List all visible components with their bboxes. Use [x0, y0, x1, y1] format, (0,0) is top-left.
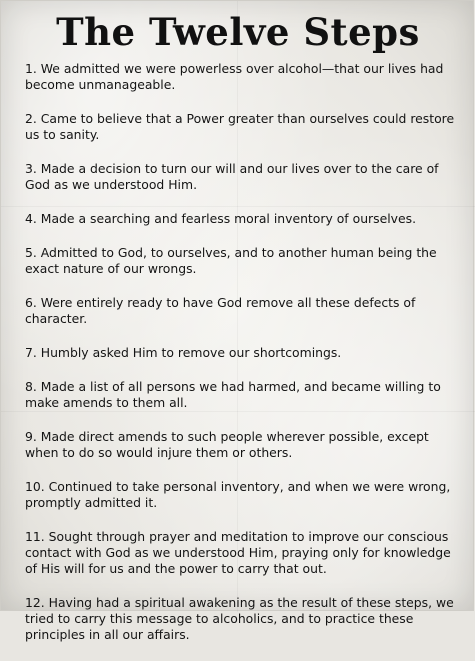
- page-title: The Twelve Steps: [56, 10, 420, 54]
- step-6: 6. Were entirely ready to have God remove all these defects of character.: [25, 295, 416, 326]
- step-2: 2. Came to believe that a Power greater than ourselves could restore us to sanity.: [25, 111, 455, 142]
- step-12: 12. Having had a spiritual awakening as the result of these steps, we tried to carry this message to alcoholics, and to practice these principles in all our affairs.: [25, 595, 454, 642]
- step-9: 9. Made direct amends to such people wherever possible, except when to do so would injure them or others.: [25, 429, 429, 460]
- step-11: 11. Sought through prayer and meditation to improve our conscious contact with God as we understood Him, praying only for knowledge of His will for us and the power to carry that out.: [25, 529, 451, 576]
- step-5: 5. Admitted to God, to ourselves, and to another human being the exact nature of our wrongs.: [25, 245, 437, 276]
- steps-list: [25, 61, 455, 661]
- step-10: 10. Continued to take personal inventory, and when we were wrong, promptly admitted it.: [25, 479, 451, 510]
- step-8: 8. Made a list of all persons we had harmed, and became willing to make amends to them all.: [25, 379, 441, 410]
- step-4: 4. Made a searching and fearless moral inventory of ourselves.: [25, 211, 417, 226]
- step-3: 3. Made a decision to turn our will and our lives over to the care of God as we understood Him.: [25, 161, 439, 192]
- step-7: 7. Humbly asked Him to remove our shortcomings.: [25, 345, 342, 360]
- step-1: 1. We admitted we were powerless over alcohol—that our lives had become unmanageable.: [25, 61, 444, 92]
